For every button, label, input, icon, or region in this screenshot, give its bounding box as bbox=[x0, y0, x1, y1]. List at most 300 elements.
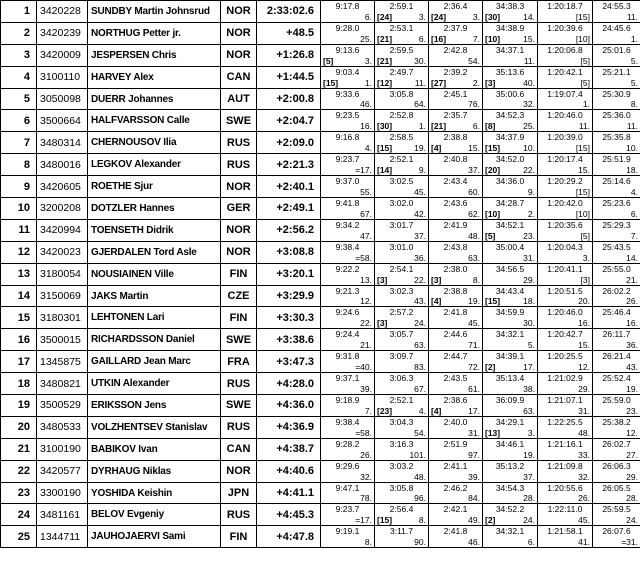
bib-cell: 3420009 bbox=[37, 44, 88, 66]
split-rank: [10] bbox=[575, 208, 590, 219]
split-cell bbox=[429, 44, 483, 66]
split-cell bbox=[321, 1, 375, 23]
split-cell bbox=[593, 504, 640, 526]
time-behind-cell: +2:56.2 bbox=[257, 219, 321, 241]
split-rank: =31. bbox=[621, 537, 638, 548]
split-rank: 37. bbox=[414, 230, 426, 241]
split-time: 2:52.8 bbox=[389, 110, 414, 121]
split-bonus: [4] bbox=[431, 296, 442, 307]
nation-cell: GER bbox=[221, 198, 257, 220]
rank-cell: 15 bbox=[1, 307, 37, 329]
split-rank: 45. bbox=[468, 318, 480, 329]
table-row bbox=[1, 219, 640, 241]
nation-cell: RUS bbox=[221, 132, 257, 154]
split-cell bbox=[538, 307, 593, 329]
bib-cell: 1344711 bbox=[37, 526, 88, 548]
split-cell bbox=[429, 263, 483, 285]
split-rank: 45. bbox=[578, 515, 590, 526]
split-time: 1:20:41.1 bbox=[547, 263, 583, 274]
split-time: 3:01.7 bbox=[389, 219, 414, 230]
table-row bbox=[1, 438, 640, 460]
rank-cell: 10 bbox=[1, 198, 37, 220]
split-time: 1:22:25.5 bbox=[547, 416, 583, 427]
split-time: 9:23.7 bbox=[335, 504, 360, 515]
split-time: 25:23.6 bbox=[602, 198, 631, 209]
split-time: 34:28.7 bbox=[495, 198, 525, 209]
split-cell bbox=[321, 176, 375, 198]
rank-cell: 22 bbox=[1, 460, 37, 482]
split-cell bbox=[483, 219, 538, 241]
split-bonus: [24] bbox=[377, 11, 393, 22]
bib-cell: 3180054 bbox=[37, 263, 88, 285]
split-cell bbox=[321, 132, 375, 154]
athlete-name-cell: HARVEY Alex bbox=[88, 66, 221, 88]
split-time: 1:20:25.5 bbox=[547, 351, 583, 362]
split-cell bbox=[538, 351, 593, 373]
split-bonus: [3] bbox=[431, 274, 442, 285]
split-cell bbox=[483, 460, 538, 482]
split-time: 25:59.5 bbox=[602, 504, 631, 515]
split-rank: 19. bbox=[523, 449, 535, 460]
split-time: 2:39.2 bbox=[443, 66, 468, 77]
split-cell bbox=[321, 241, 375, 263]
split-time: 9:03.4 bbox=[335, 66, 360, 77]
split-rank: 48. bbox=[578, 427, 590, 438]
split-rank: [5] bbox=[580, 230, 590, 241]
nation-cell: NOR bbox=[221, 176, 257, 198]
split-cell bbox=[593, 154, 640, 176]
split-rank: 71. bbox=[468, 340, 480, 351]
split-cell bbox=[375, 526, 429, 548]
split-bonus: [14] bbox=[377, 165, 393, 176]
split-time: 3:16.3 bbox=[389, 438, 414, 449]
split-rank: 16. bbox=[360, 121, 372, 132]
split-rank: 6. bbox=[364, 11, 372, 22]
split-rank: [10] bbox=[575, 33, 590, 44]
split-time: 34:39.1 bbox=[495, 351, 525, 362]
split-time: 3:04.3 bbox=[389, 416, 414, 427]
bib-cell: 3420228 bbox=[37, 1, 88, 23]
nation-cell: NOR bbox=[221, 460, 257, 482]
split-cell bbox=[429, 438, 483, 460]
split-time: 9:24.4 bbox=[335, 329, 360, 340]
split-rank: 22. bbox=[523, 165, 535, 176]
rank-cell: 11 bbox=[1, 219, 37, 241]
split-rank: 63. bbox=[468, 252, 480, 263]
time-behind-cell: +1:26.8 bbox=[257, 44, 321, 66]
split-cell bbox=[483, 285, 538, 307]
split-rank: 1. bbox=[418, 121, 426, 132]
time-behind-cell: +4:41.1 bbox=[257, 482, 321, 504]
rank-cell: 21 bbox=[1, 438, 37, 460]
split-time: 2:35.7 bbox=[443, 110, 468, 121]
split-rank: 3. bbox=[418, 11, 426, 22]
split-rank: 30. bbox=[523, 318, 535, 329]
split-rank: 19. bbox=[468, 296, 480, 307]
split-rank: 43. bbox=[414, 296, 426, 307]
split-cell bbox=[483, 329, 538, 351]
split-rank: 46. bbox=[360, 99, 372, 110]
split-rank: [15] bbox=[575, 187, 590, 198]
split-rank: 28. bbox=[626, 493, 638, 504]
rank-cell: 2 bbox=[1, 22, 37, 44]
split-cell bbox=[538, 285, 593, 307]
bib-cell: 3500015 bbox=[37, 329, 88, 351]
time-behind-cell: +4:47.8 bbox=[257, 526, 321, 548]
split-time: 1:22:11.0 bbox=[547, 504, 583, 515]
split-time: 1:21:58.1 bbox=[547, 526, 583, 537]
split-time: 1:21:07.1 bbox=[547, 395, 583, 406]
split-bonus: [21] bbox=[377, 55, 393, 66]
split-time: 2:53.1 bbox=[389, 22, 414, 33]
split-rank: 15. bbox=[578, 340, 590, 351]
split-cell bbox=[375, 66, 429, 88]
results-body bbox=[1, 1, 640, 548]
table-row bbox=[1, 416, 640, 438]
split-rank: 24. bbox=[414, 318, 426, 329]
split-rank: 39. bbox=[468, 471, 480, 482]
table-row bbox=[1, 132, 640, 154]
split-time: 34:46.1 bbox=[495, 438, 525, 449]
split-rank: 90. bbox=[414, 537, 426, 548]
split-cell bbox=[593, 373, 640, 395]
split-cell bbox=[483, 526, 538, 548]
rank-cell: 1 bbox=[1, 1, 37, 23]
bib-cell: 3200208 bbox=[37, 198, 88, 220]
split-cell bbox=[321, 351, 375, 373]
nation-cell: FIN bbox=[221, 263, 257, 285]
split-rank: [15] bbox=[575, 143, 590, 154]
rank-cell: 9 bbox=[1, 176, 37, 198]
bib-cell: 3480533 bbox=[37, 416, 88, 438]
split-rank: =58. bbox=[355, 427, 372, 438]
split-cell bbox=[483, 416, 538, 438]
bib-cell: 3100190 bbox=[37, 438, 88, 460]
split-rank: 48. bbox=[468, 230, 480, 241]
split-time: 34:32.1 bbox=[495, 329, 525, 340]
split-cell bbox=[593, 482, 640, 504]
split-rank: 6. bbox=[527, 537, 535, 548]
split-rank: 24. bbox=[626, 515, 638, 526]
split-cell bbox=[375, 460, 429, 482]
split-rank: 29. bbox=[523, 274, 535, 285]
split-time: 2:41.1 bbox=[443, 460, 468, 471]
split-rank: 3. bbox=[527, 427, 535, 438]
split-rank: 23. bbox=[626, 405, 638, 416]
split-rank: 76. bbox=[468, 99, 480, 110]
split-rank: 4. bbox=[364, 143, 372, 154]
table-row bbox=[1, 329, 640, 351]
split-time: 25:59.0 bbox=[602, 395, 631, 406]
table-row bbox=[1, 285, 640, 307]
split-rank: 5. bbox=[630, 77, 638, 88]
time-behind-cell: +2:09.0 bbox=[257, 132, 321, 154]
split-cell bbox=[483, 132, 538, 154]
split-cell bbox=[375, 132, 429, 154]
athlete-name-cell: LEHTONEN Lari bbox=[88, 307, 221, 329]
split-cell bbox=[429, 88, 483, 110]
split-rank: 61. bbox=[468, 384, 480, 395]
split-time: 34:52.0 bbox=[495, 154, 525, 165]
split-time: 9:29.6 bbox=[335, 460, 360, 471]
split-cell bbox=[483, 307, 538, 329]
split-rank: 11. bbox=[523, 55, 535, 66]
split-rank: 48. bbox=[414, 471, 426, 482]
split-rank: 39. bbox=[360, 384, 372, 395]
split-cell bbox=[321, 438, 375, 460]
rank-cell: 24 bbox=[1, 504, 37, 526]
nation-cell: RUS bbox=[221, 504, 257, 526]
nation-cell: NOR bbox=[221, 44, 257, 66]
split-time: 9:38.4 bbox=[335, 241, 360, 252]
split-rank: 11. bbox=[414, 77, 426, 88]
split-cell bbox=[429, 329, 483, 351]
split-rank: 60. bbox=[468, 187, 480, 198]
split-rank: =17. bbox=[355, 515, 372, 526]
split-cell bbox=[429, 219, 483, 241]
table-row bbox=[1, 198, 640, 220]
athlete-name-cell: NOUSIAINEN Ville bbox=[88, 263, 221, 285]
split-time: 2:52.1 bbox=[389, 154, 414, 165]
split-time: 2:54.1 bbox=[389, 263, 414, 274]
split-cell bbox=[593, 329, 640, 351]
split-time: 9:31.8 bbox=[335, 351, 360, 362]
split-time: 34:36.0 bbox=[495, 176, 525, 187]
bib-cell: 3480821 bbox=[37, 373, 88, 395]
split-cell bbox=[538, 132, 593, 154]
split-time: 3:06.3 bbox=[389, 373, 414, 384]
split-rank: 38. bbox=[523, 384, 535, 395]
split-time: 2:41.9 bbox=[443, 219, 468, 230]
split-time: 3:02.5 bbox=[389, 176, 414, 187]
split-cell bbox=[375, 285, 429, 307]
nation-cell: SWE bbox=[221, 110, 257, 132]
split-rank: 7. bbox=[630, 230, 638, 241]
split-rank: 17. bbox=[523, 362, 535, 373]
split-time: 34:52.3 bbox=[495, 110, 525, 121]
split-cell bbox=[593, 44, 640, 66]
split-cell bbox=[375, 482, 429, 504]
split-cell bbox=[375, 263, 429, 285]
split-cell bbox=[375, 88, 429, 110]
split-rank: 15. bbox=[578, 165, 590, 176]
split-rank: 11. bbox=[626, 121, 638, 132]
split-cell bbox=[375, 1, 429, 23]
split-cell bbox=[593, 110, 640, 132]
split-rank: 1. bbox=[364, 77, 372, 88]
athlete-name-cell: DUERR Johannes bbox=[88, 88, 221, 110]
split-cell bbox=[483, 373, 538, 395]
split-time: 1:21:16.1 bbox=[547, 438, 583, 449]
rank-cell: 23 bbox=[1, 482, 37, 504]
split-time: 24:55.3 bbox=[602, 1, 631, 11]
split-time: 34:38.3 bbox=[495, 1, 525, 11]
split-rank: 62. bbox=[468, 208, 480, 219]
split-cell bbox=[538, 1, 593, 23]
split-time: 25:51.9 bbox=[602, 154, 631, 165]
split-time: 2:42.8 bbox=[443, 44, 468, 55]
table-row bbox=[1, 351, 640, 373]
split-time: 9:37.1 bbox=[335, 373, 360, 384]
split-cell bbox=[321, 198, 375, 220]
split-time: 34:56.5 bbox=[495, 263, 525, 274]
split-cell bbox=[321, 482, 375, 504]
split-cell bbox=[321, 154, 375, 176]
split-rank: 10. bbox=[523, 143, 535, 154]
split-time: 34:52.1 bbox=[495, 219, 525, 230]
athlete-name-cell: BELOV Evgeniy bbox=[88, 504, 221, 526]
split-time: 9:16.8 bbox=[335, 132, 360, 143]
split-rank: 8. bbox=[418, 515, 426, 526]
split-rank: 18. bbox=[523, 296, 535, 307]
split-cell bbox=[321, 44, 375, 66]
split-time: 2:59.5 bbox=[389, 44, 414, 55]
split-rank: 26. bbox=[360, 449, 372, 460]
athlete-name-cell: DOTZLER Hannes bbox=[88, 198, 221, 220]
split-time: 25:35.8 bbox=[602, 132, 631, 143]
split-rank: 47. bbox=[360, 230, 372, 241]
split-cell bbox=[321, 504, 375, 526]
split-bonus: [21] bbox=[377, 33, 393, 44]
split-bonus: [8] bbox=[485, 121, 496, 132]
split-bonus: [15] bbox=[377, 143, 393, 154]
split-time: 24:45.6 bbox=[602, 22, 631, 33]
split-rank: 29. bbox=[626, 471, 638, 482]
bib-cell: 1345875 bbox=[37, 351, 88, 373]
bib-cell: 3480314 bbox=[37, 132, 88, 154]
split-cell bbox=[538, 198, 593, 220]
split-time: 3:02.3 bbox=[389, 285, 414, 296]
split-bonus: [30] bbox=[377, 121, 393, 132]
split-cell bbox=[593, 66, 640, 88]
table-row bbox=[1, 176, 640, 198]
nation-cell: FIN bbox=[221, 526, 257, 548]
split-time: 9:22.2 bbox=[335, 263, 360, 274]
split-time: 2:38.8 bbox=[443, 285, 468, 296]
split-time: 25:38.2 bbox=[602, 416, 631, 427]
split-cell bbox=[483, 88, 538, 110]
split-rank: 20. bbox=[578, 296, 590, 307]
rank-cell: 7 bbox=[1, 132, 37, 154]
split-time: 2:43.8 bbox=[443, 241, 468, 252]
split-cell bbox=[321, 22, 375, 44]
split-time: 9:24.6 bbox=[335, 307, 360, 318]
rank-cell: 4 bbox=[1, 66, 37, 88]
split-time: 3:09.7 bbox=[389, 351, 414, 362]
split-time: 35:13.2 bbox=[495, 460, 525, 471]
split-rank: 25. bbox=[360, 33, 372, 44]
split-time: 9:23.7 bbox=[335, 154, 360, 165]
split-rank: =40. bbox=[355, 362, 372, 373]
split-cell bbox=[593, 416, 640, 438]
split-cell bbox=[538, 526, 593, 548]
split-time: 34:59.9 bbox=[495, 307, 525, 318]
split-time: 9:28.2 bbox=[335, 438, 360, 449]
split-time: 35:00.4 bbox=[495, 241, 525, 252]
bib-cell: 3500664 bbox=[37, 110, 88, 132]
time-behind-cell: +4:36.0 bbox=[257, 395, 321, 417]
rank-cell: 20 bbox=[1, 416, 37, 438]
split-cell bbox=[593, 351, 640, 373]
split-rank: 31. bbox=[578, 405, 590, 416]
split-cell bbox=[538, 219, 593, 241]
table-row bbox=[1, 241, 640, 263]
split-time: 34:54.3 bbox=[495, 482, 525, 493]
split-rank: 29. bbox=[578, 384, 590, 395]
split-cell bbox=[593, 22, 640, 44]
rank-cell: 13 bbox=[1, 263, 37, 285]
split-rank: 67. bbox=[414, 384, 426, 395]
split-rank: 45. bbox=[414, 187, 426, 198]
split-rank: 84. bbox=[468, 493, 480, 504]
split-rank: 8. bbox=[472, 274, 480, 285]
split-rank: 72. bbox=[468, 362, 480, 373]
split-time: 1:20:46.0 bbox=[547, 110, 583, 121]
split-cell bbox=[321, 66, 375, 88]
split-time: 1:19:07.4 bbox=[547, 88, 583, 99]
split-rank: 101. bbox=[409, 449, 426, 460]
bib-cell: 3180301 bbox=[37, 307, 88, 329]
split-time: 3:03.2 bbox=[389, 460, 414, 471]
rank-cell: 5 bbox=[1, 88, 37, 110]
split-cell bbox=[593, 1, 640, 23]
split-rank: 12. bbox=[626, 427, 638, 438]
bib-cell: 3100110 bbox=[37, 66, 88, 88]
time-behind-cell: +3:29.9 bbox=[257, 285, 321, 307]
split-bonus: [15] bbox=[485, 143, 501, 154]
split-rank: 14. bbox=[523, 11, 535, 22]
nation-cell: NOR bbox=[221, 219, 257, 241]
split-cell bbox=[593, 526, 640, 548]
split-rank: 21. bbox=[626, 274, 638, 285]
split-time: 9:18.9 bbox=[335, 395, 360, 406]
split-cell bbox=[593, 132, 640, 154]
split-rank: =58. bbox=[355, 252, 372, 263]
rank-cell: 25 bbox=[1, 526, 37, 548]
bib-cell: 3300190 bbox=[37, 482, 88, 504]
split-time: 26:05.5 bbox=[602, 482, 631, 493]
split-rank: 18. bbox=[626, 165, 638, 176]
split-rank: 32. bbox=[360, 471, 372, 482]
nation-cell: SWE bbox=[221, 329, 257, 351]
split-cell bbox=[538, 110, 593, 132]
time-behind-cell: +3:47.3 bbox=[257, 351, 321, 373]
split-time: 25:21.1 bbox=[602, 66, 631, 77]
split-cell bbox=[321, 526, 375, 548]
time-behind-cell: +4:38.7 bbox=[257, 438, 321, 460]
split-rank: 11. bbox=[578, 121, 590, 132]
split-cell bbox=[593, 219, 640, 241]
split-time: 2:52.1 bbox=[389, 395, 414, 406]
split-cell bbox=[483, 395, 538, 417]
split-time: 1:20:29.2 bbox=[547, 176, 583, 187]
split-time: 2:43.5 bbox=[443, 373, 468, 384]
split-rank: 22. bbox=[414, 274, 426, 285]
split-cell bbox=[538, 482, 593, 504]
split-bonus: [12] bbox=[377, 77, 393, 88]
split-bonus: [2] bbox=[485, 362, 496, 373]
split-time: 9:28.0 bbox=[335, 22, 360, 33]
split-time: 1:20:39.0 bbox=[547, 132, 583, 143]
split-time: 9:23.5 bbox=[335, 110, 360, 121]
split-time: 26:11.7 bbox=[602, 329, 631, 340]
split-cell bbox=[321, 416, 375, 438]
split-rank: 12. bbox=[578, 362, 590, 373]
nation-cell: RUS bbox=[221, 416, 257, 438]
split-rank: 31. bbox=[468, 427, 480, 438]
split-bonus: [13] bbox=[485, 427, 501, 438]
table-row bbox=[1, 154, 640, 176]
